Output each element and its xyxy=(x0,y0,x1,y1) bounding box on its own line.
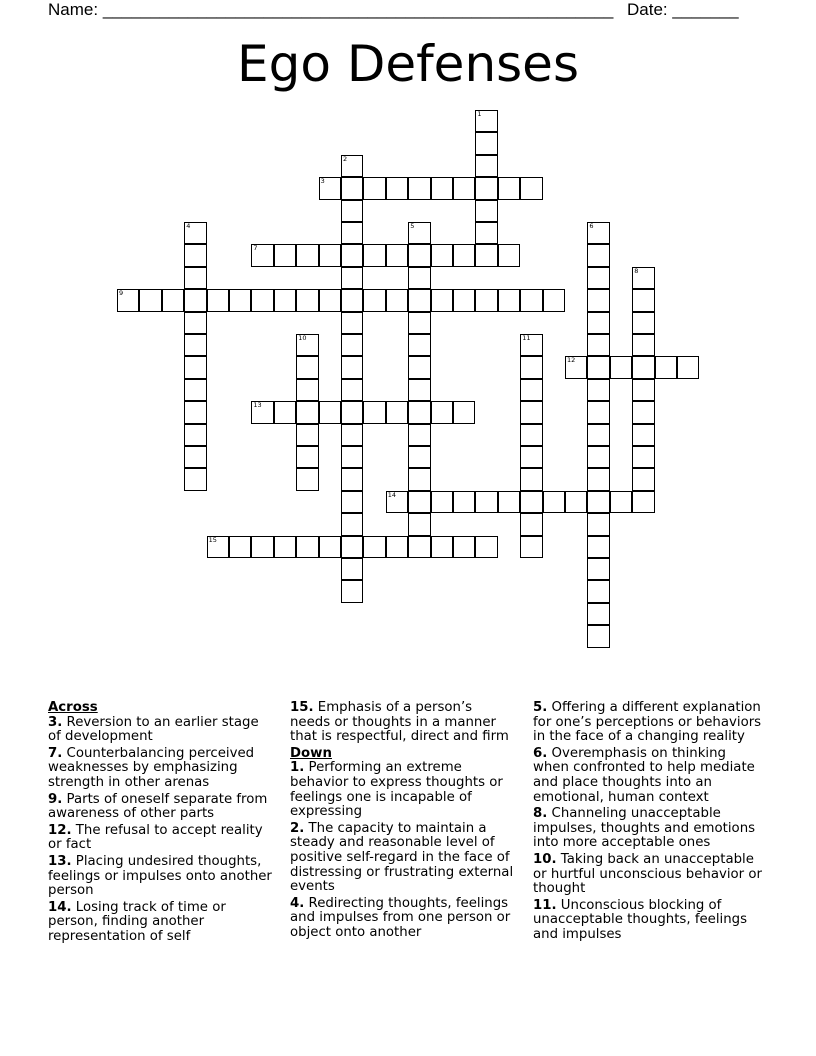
clue-across-12 xyxy=(48,824,273,853)
grid-cell[interactable] xyxy=(274,401,296,423)
grid-cell[interactable] xyxy=(587,446,609,468)
grid-cell[interactable] xyxy=(475,110,497,132)
clue-down-10 xyxy=(533,853,765,897)
grid-cell[interactable] xyxy=(296,536,318,558)
grid-cell[interactable] xyxy=(587,603,609,625)
grid-cell[interactable] xyxy=(341,289,363,311)
grid-cell[interactable] xyxy=(207,289,229,311)
grid-cell[interactable] xyxy=(162,289,184,311)
grid-cell[interactable] xyxy=(431,536,453,558)
grid-cell[interactable] xyxy=(587,267,609,289)
grid-cell[interactable] xyxy=(184,222,206,244)
clue-text: Parts of oneself separate from awareness of other parts xyxy=(48,791,268,822)
clue-number: 12. xyxy=(48,822,72,838)
grid-cell[interactable] xyxy=(632,401,654,423)
grid-cell[interactable] xyxy=(475,222,497,244)
grid-cell[interactable] xyxy=(319,177,341,199)
grid-cell[interactable] xyxy=(408,312,430,334)
grid-cell-number: 14 xyxy=(387,490,397,499)
grid-cell[interactable] xyxy=(587,312,609,334)
grid-cell[interactable] xyxy=(341,155,363,177)
grid-cell[interactable] xyxy=(453,491,475,513)
grid-cell[interactable] xyxy=(408,513,430,535)
name-line: ______________________________________________________ xyxy=(102,0,614,19)
grid-cell[interactable] xyxy=(296,468,318,490)
clue-text: Performing an extreme behavior to express thoughts or feelings one is incapable of expressing xyxy=(290,760,503,820)
grid-cell[interactable] xyxy=(386,536,408,558)
grid-cell[interactable] xyxy=(632,312,654,334)
grid-cell[interactable] xyxy=(341,222,363,244)
grid-cell[interactable] xyxy=(475,491,497,513)
grid-cell[interactable] xyxy=(498,244,520,266)
grid-cell[interactable] xyxy=(632,379,654,401)
clue-down-11 xyxy=(533,899,765,943)
grid-cell[interactable] xyxy=(677,356,699,378)
grid-cell[interactable] xyxy=(587,289,609,311)
grid-cell[interactable] xyxy=(587,625,609,647)
grid-cell[interactable] xyxy=(520,334,542,356)
grid-cell-number: 8 xyxy=(634,266,639,275)
grid-cell[interactable] xyxy=(341,536,363,558)
grid-cell[interactable] xyxy=(587,491,609,513)
clue-across-14 xyxy=(48,901,273,945)
clue-number: 11. xyxy=(533,897,557,913)
grid-cell[interactable] xyxy=(296,356,318,378)
grid-cell[interactable] xyxy=(543,289,565,311)
grid-cell[interactable] xyxy=(184,356,206,378)
grid-cell-number: 3 xyxy=(320,177,325,186)
grid-cell[interactable] xyxy=(341,424,363,446)
grid-cell[interactable] xyxy=(296,446,318,468)
grid-cell[interactable] xyxy=(475,536,497,558)
grid-cell[interactable] xyxy=(498,289,520,311)
grid-cell[interactable] xyxy=(431,177,453,199)
date-line: _______ xyxy=(672,0,739,19)
grid-cell[interactable] xyxy=(184,401,206,423)
grid-cell[interactable] xyxy=(251,401,273,423)
grid-cell[interactable] xyxy=(587,244,609,266)
grid-cell[interactable] xyxy=(251,244,273,266)
down-heading: Down xyxy=(290,745,332,761)
grid-cell[interactable] xyxy=(408,446,430,468)
grid-cell[interactable] xyxy=(363,289,385,311)
grid-cell[interactable] xyxy=(341,379,363,401)
grid-cell[interactable] xyxy=(475,244,497,266)
grid-cell[interactable] xyxy=(251,289,273,311)
clue-number: 3. xyxy=(48,714,63,730)
grid-cell[interactable] xyxy=(453,536,475,558)
grid-cell[interactable] xyxy=(632,267,654,289)
grid-cell[interactable] xyxy=(229,536,251,558)
grid-cell[interactable] xyxy=(341,312,363,334)
grid-cell[interactable] xyxy=(184,379,206,401)
grid-cell[interactable] xyxy=(341,513,363,535)
clue-text: Emphasis of a person’s needs or thoughts in a manner that is respectful, direct and firm xyxy=(290,700,509,745)
grid-cell[interactable] xyxy=(587,379,609,401)
grid-cell[interactable] xyxy=(408,177,430,199)
grid-cell[interactable] xyxy=(475,289,497,311)
grid-cell[interactable] xyxy=(632,424,654,446)
grid-cell[interactable] xyxy=(341,267,363,289)
grid-cell[interactable] xyxy=(587,513,609,535)
grid-cell[interactable] xyxy=(632,446,654,468)
name-field xyxy=(48,0,613,20)
grid-cell[interactable] xyxy=(543,491,565,513)
clue-across-9 xyxy=(48,793,273,822)
grid-cell[interactable] xyxy=(408,468,430,490)
grid-cell[interactable] xyxy=(587,536,609,558)
clue-text: Unconscious blocking of unacceptable thoughts, feelings and impulses xyxy=(533,897,748,942)
clue-text: Redirecting thoughts, feelings and impulses from one person or object onto another xyxy=(290,895,511,940)
clue-down-8 xyxy=(533,807,765,851)
grid-cell[interactable] xyxy=(184,244,206,266)
clue-number: 4. xyxy=(290,895,305,911)
grid-cell[interactable] xyxy=(498,491,520,513)
clue-number: 10. xyxy=(533,851,557,867)
grid-cell[interactable] xyxy=(363,401,385,423)
grid-cell[interactable] xyxy=(565,356,587,378)
clue-number: 1. xyxy=(290,760,305,776)
grid-cell[interactable] xyxy=(274,536,296,558)
grid-cell[interactable] xyxy=(139,289,161,311)
clue-number: 13. xyxy=(48,853,72,869)
clue-number: 8. xyxy=(533,806,548,822)
grid-cell[interactable] xyxy=(475,132,497,154)
grid-cell[interactable] xyxy=(408,491,430,513)
grid-cell[interactable] xyxy=(363,536,385,558)
clue-down-4 xyxy=(290,897,516,941)
grid-cell[interactable] xyxy=(520,536,542,558)
clue-down-5 xyxy=(533,701,765,745)
grid-cell-number: 6 xyxy=(589,222,594,230)
grid-cell[interactable] xyxy=(475,155,497,177)
grid-cell[interactable] xyxy=(341,446,363,468)
grid-cell[interactable] xyxy=(408,356,430,378)
grid-cell[interactable] xyxy=(587,334,609,356)
date-field xyxy=(627,0,739,20)
clue-number: 9. xyxy=(48,791,63,807)
clue-text: Losing track of time or person, finding another representation of self xyxy=(48,899,226,944)
grid-cell[interactable] xyxy=(386,289,408,311)
grid-cell[interactable] xyxy=(117,289,139,311)
grid-cell[interactable] xyxy=(520,177,542,199)
grid-cell[interactable] xyxy=(565,491,587,513)
clue-column-2 xyxy=(290,701,516,943)
grid-cell[interactable] xyxy=(632,334,654,356)
grid-cell[interactable] xyxy=(587,558,609,580)
clue-text: The refusal to accept reality or fact xyxy=(48,822,263,853)
clue-text: Taking back an unacceptable or hurtful unconscious behavior or thought xyxy=(533,851,762,897)
grid-cell[interactable] xyxy=(408,289,430,311)
clue-column-1 xyxy=(48,701,273,947)
grid-cell[interactable] xyxy=(520,513,542,535)
grid-cell[interactable] xyxy=(408,222,430,244)
clue-down-1 xyxy=(290,761,516,819)
grid-cell[interactable] xyxy=(341,334,363,356)
page-title: Ego Defenses xyxy=(237,35,579,93)
date-label: Date: xyxy=(627,0,668,19)
clue-text: Offering a different explanation for one’s perceptions or behaviors in the face of a changing reality xyxy=(533,700,762,745)
grid-cell[interactable] xyxy=(453,289,475,311)
grid-cell[interactable] xyxy=(632,491,654,513)
grid-cell-number: 5 xyxy=(410,222,415,230)
grid-cell[interactable] xyxy=(475,200,497,222)
grid-cell-number: 9 xyxy=(119,289,124,298)
grid-cell[interactable] xyxy=(184,468,206,490)
grid-cell-number: 13 xyxy=(253,401,262,410)
grid-cell-number: 11 xyxy=(522,334,531,342)
clue-text: Reversion to an earlier stage of development xyxy=(48,714,259,745)
grid-cell[interactable] xyxy=(319,536,341,558)
grid-cell[interactable] xyxy=(632,289,654,311)
grid-cell[interactable] xyxy=(520,379,542,401)
clue-number: 2. xyxy=(290,820,305,836)
grid-cell-number: 1 xyxy=(477,110,482,118)
grid-cell[interactable] xyxy=(184,334,206,356)
grid-cell[interactable] xyxy=(341,580,363,602)
clue-across-15 xyxy=(290,701,516,745)
grid-cell[interactable] xyxy=(587,401,609,423)
grid-cell[interactable] xyxy=(296,244,318,266)
grid-cell[interactable] xyxy=(587,580,609,602)
grid-cell[interactable] xyxy=(587,356,609,378)
grid-cell[interactable] xyxy=(655,356,677,378)
grid-cell[interactable] xyxy=(520,356,542,378)
clue-text: Placing undesired thoughts, feelings or impulses onto another person xyxy=(48,853,272,899)
grid-cell[interactable] xyxy=(408,424,430,446)
grid-cell[interactable] xyxy=(341,177,363,199)
grid-cell-number: 12 xyxy=(567,356,576,365)
grid-cell[interactable] xyxy=(319,289,341,311)
grid-cell[interactable] xyxy=(408,334,430,356)
clue-text: Overemphasis on thinking when confronted to help mediate and place thoughts into an emotional, human context xyxy=(533,745,755,805)
grid-cell[interactable] xyxy=(341,558,363,580)
grid-cell[interactable] xyxy=(632,468,654,490)
grid-cell[interactable] xyxy=(587,468,609,490)
grid-cell[interactable] xyxy=(520,424,542,446)
grid-cell[interactable] xyxy=(341,468,363,490)
grid-cell[interactable] xyxy=(431,401,453,423)
grid-cell[interactable] xyxy=(296,401,318,423)
grid-cell[interactable] xyxy=(341,401,363,423)
grid-cell[interactable] xyxy=(296,334,318,356)
grid-cell[interactable] xyxy=(386,491,408,513)
grid-cell[interactable] xyxy=(431,491,453,513)
grid-cell[interactable] xyxy=(498,177,520,199)
grid-cell[interactable] xyxy=(520,401,542,423)
clue-across-3 xyxy=(48,716,273,745)
grid-cell[interactable] xyxy=(251,536,273,558)
grid-cell[interactable] xyxy=(520,468,542,490)
grid-cell[interactable] xyxy=(475,177,497,199)
grid-cell[interactable] xyxy=(386,244,408,266)
grid-cell[interactable] xyxy=(363,177,385,199)
grid-cell-number: 10 xyxy=(298,334,307,342)
grid-cell[interactable] xyxy=(408,244,430,266)
grid-cell[interactable] xyxy=(296,424,318,446)
grid-cell[interactable] xyxy=(296,379,318,401)
grid-cell[interactable] xyxy=(319,401,341,423)
grid-cell[interactable] xyxy=(431,244,453,266)
clue-text: Channeling unacceptable impulses, thoughts and emotions into more acceptable ones xyxy=(533,806,756,851)
grid-cell[interactable] xyxy=(184,267,206,289)
grid-cell[interactable] xyxy=(184,424,206,446)
grid-cell-number: 7 xyxy=(253,244,258,253)
grid-cell[interactable] xyxy=(453,401,475,423)
grid-cell[interactable] xyxy=(184,446,206,468)
clue-down-2 xyxy=(290,822,516,895)
clue-number: 14. xyxy=(48,899,72,915)
grid-cell[interactable] xyxy=(520,289,542,311)
clue-number: 6. xyxy=(533,745,548,761)
grid-cell[interactable] xyxy=(520,446,542,468)
grid-cell[interactable] xyxy=(341,491,363,513)
clue-number: 7. xyxy=(48,745,63,761)
clue-text: The capacity to maintain a steady and reasonable level of positive self-regard in the face of distressing or frustrating external events xyxy=(290,820,514,895)
grid-cell[interactable] xyxy=(453,177,475,199)
grid-cell[interactable] xyxy=(341,356,363,378)
grid-cell[interactable] xyxy=(207,536,229,558)
grid-cell[interactable] xyxy=(341,244,363,266)
grid-cell[interactable] xyxy=(610,491,632,513)
grid-cell[interactable] xyxy=(386,177,408,199)
grid-cell-number: 2 xyxy=(343,154,348,163)
grid-cell[interactable] xyxy=(229,289,251,311)
grid-cell[interactable] xyxy=(363,244,385,266)
grid-cell[interactable] xyxy=(408,536,430,558)
grid-cell[interactable] xyxy=(184,289,206,311)
grid-cell[interactable] xyxy=(587,424,609,446)
clue-number: 5. xyxy=(533,700,548,715)
across-heading: Across xyxy=(48,700,98,715)
grid-cell[interactable] xyxy=(408,379,430,401)
grid-cell[interactable] xyxy=(520,491,542,513)
grid-cell[interactable] xyxy=(184,312,206,334)
grid-cell[interactable] xyxy=(431,289,453,311)
clue-text: Counterbalancing perceived weaknesses by emphasizing strength in other arenas xyxy=(48,745,255,790)
grid-cell[interactable] xyxy=(341,200,363,222)
grid-cell[interactable] xyxy=(319,244,341,266)
clue-number: 15. xyxy=(290,700,314,715)
grid-cell[interactable] xyxy=(408,267,430,289)
clue-across-7 xyxy=(48,747,273,791)
clue-column-3 xyxy=(533,701,765,945)
grid-cell[interactable] xyxy=(587,222,609,244)
grid-cell[interactable] xyxy=(408,401,430,423)
grid-cell[interactable] xyxy=(632,356,654,378)
grid-cell[interactable] xyxy=(610,356,632,378)
grid-cell[interactable] xyxy=(296,289,318,311)
clue-across-13 xyxy=(48,855,273,899)
grid-cell-number: 4 xyxy=(186,222,191,230)
clue-down-6 xyxy=(533,747,765,805)
grid-cell[interactable] xyxy=(274,289,296,311)
grid-cell-number: 15 xyxy=(208,535,217,544)
grid-cell[interactable] xyxy=(386,401,408,423)
grid-cell[interactable] xyxy=(274,244,296,266)
grid-cell[interactable] xyxy=(453,244,475,266)
name-label: Name: xyxy=(48,0,99,19)
